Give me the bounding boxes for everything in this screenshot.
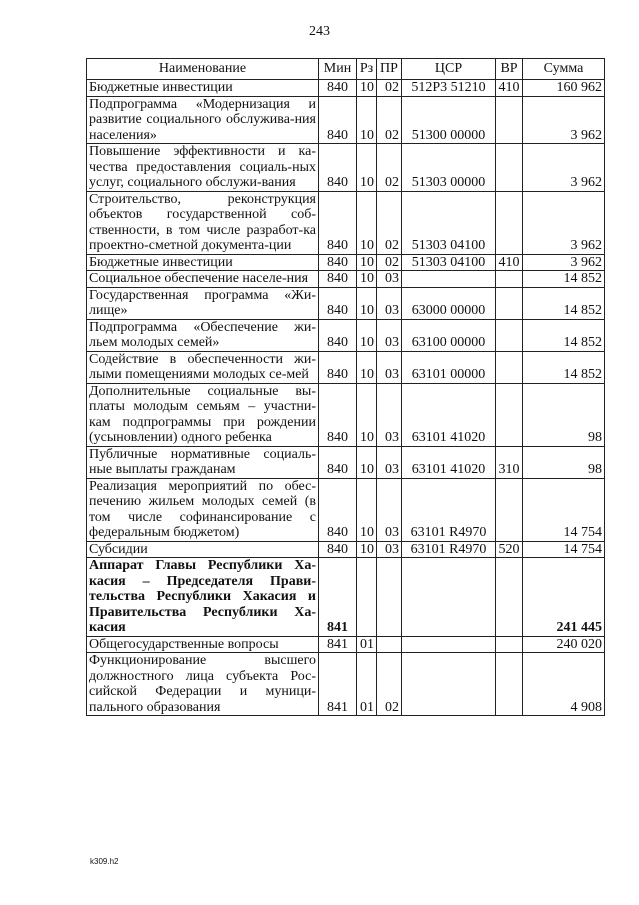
cell-rz: 10 xyxy=(357,287,377,319)
cell-vr xyxy=(496,96,523,144)
cell-vr xyxy=(496,319,523,351)
header-sum: Сумма xyxy=(523,59,605,80)
cell-csr: 63101 41020 xyxy=(402,446,496,478)
cell-pr: 02 xyxy=(377,96,402,144)
cell-pr: 03 xyxy=(377,319,402,351)
cell-vr: 410 xyxy=(496,80,523,97)
cell-name: Бюджетные инвестиции xyxy=(87,254,319,271)
cell-vr xyxy=(496,144,523,192)
cell-sum: 3 962 xyxy=(523,144,605,192)
cell-name: Аппарат Главы Республики Ха-касия – Председателя Прави-тельства Республики Хакасия и Правительства Республики Ха-касия xyxy=(87,558,319,637)
cell-csr: 51303 04100 xyxy=(402,254,496,271)
cell-sum: 160 962 xyxy=(523,80,605,97)
cell-sum: 4 908 xyxy=(523,653,605,716)
cell-vr xyxy=(496,478,523,541)
table-row xyxy=(87,80,605,97)
cell-min: 841 xyxy=(319,653,357,716)
cell-vr xyxy=(496,653,523,716)
budget-table xyxy=(86,58,605,716)
cell-name: Повышение эффективности и ка-чества предоставления социаль-ных услуг, социального обслужи-вания xyxy=(87,144,319,192)
table-row xyxy=(87,541,605,558)
cell-csr: 63101 00000 xyxy=(402,351,496,383)
cell-name: Государственная программа «Жи-лище» xyxy=(87,287,319,319)
table-row xyxy=(87,446,605,478)
cell-pr: 03 xyxy=(377,541,402,558)
cell-min: 840 xyxy=(319,319,357,351)
cell-sum: 98 xyxy=(523,383,605,446)
cell-csr xyxy=(402,271,496,288)
cell-rz: 01 xyxy=(357,653,377,716)
cell-min: 840 xyxy=(319,144,357,192)
cell-sum: 3 962 xyxy=(523,191,605,254)
table-row xyxy=(87,271,605,288)
cell-min: 840 xyxy=(319,80,357,97)
cell-min: 840 xyxy=(319,254,357,271)
cell-rz: 10 xyxy=(357,80,377,97)
cell-pr xyxy=(377,636,402,653)
cell-vr: 310 xyxy=(496,446,523,478)
cell-csr: 63101 41020 xyxy=(402,383,496,446)
cell-csr xyxy=(402,636,496,653)
cell-pr: 02 xyxy=(377,254,402,271)
cell-rz: 10 xyxy=(357,191,377,254)
table-row xyxy=(87,653,605,716)
cell-min: 840 xyxy=(319,446,357,478)
cell-vr: 410 xyxy=(496,254,523,271)
cell-csr: 63100 00000 xyxy=(402,319,496,351)
cell-min: 841 xyxy=(319,558,357,637)
cell-sum: 98 xyxy=(523,446,605,478)
header-vr: ВР xyxy=(496,59,523,80)
cell-vr xyxy=(496,351,523,383)
cell-rz: 10 xyxy=(357,319,377,351)
cell-csr: 63101 R4970 xyxy=(402,541,496,558)
cell-rz: 10 xyxy=(357,254,377,271)
cell-sum: 3 962 xyxy=(523,254,605,271)
cell-min: 840 xyxy=(319,383,357,446)
cell-pr: 03 xyxy=(377,287,402,319)
header-csr: ЦСР xyxy=(402,59,496,80)
header-name: Наименование xyxy=(87,59,319,80)
cell-csr: 63101 R4970 xyxy=(402,478,496,541)
cell-name: Бюджетные инвестиции xyxy=(87,80,319,97)
table-row xyxy=(87,287,605,319)
cell-csr: 512P3 51210 xyxy=(402,80,496,97)
cell-pr: 03 xyxy=(377,271,402,288)
table-row xyxy=(87,383,605,446)
cell-sum: 14 852 xyxy=(523,319,605,351)
cell-pr: 02 xyxy=(377,653,402,716)
cell-vr xyxy=(496,271,523,288)
cell-pr: 02 xyxy=(377,80,402,97)
cell-rz: 10 xyxy=(357,541,377,558)
cell-csr: 51300 00000 xyxy=(402,96,496,144)
cell-rz xyxy=(357,558,377,637)
cell-csr: 51303 04100 xyxy=(402,191,496,254)
cell-vr xyxy=(496,287,523,319)
cell-vr xyxy=(496,636,523,653)
cell-rz: 10 xyxy=(357,351,377,383)
cell-vr xyxy=(496,191,523,254)
cell-vr xyxy=(496,383,523,446)
cell-name: Субсидии xyxy=(87,541,319,558)
cell-sum: 14 754 xyxy=(523,541,605,558)
footer-code: k309.h2 xyxy=(90,857,119,866)
table-row xyxy=(87,254,605,271)
cell-name: Социальное обеспечение населе-ния xyxy=(87,271,319,288)
table-row xyxy=(87,351,605,383)
cell-min: 840 xyxy=(319,541,357,558)
cell-pr: 03 xyxy=(377,478,402,541)
cell-sum: 14 852 xyxy=(523,351,605,383)
table-header-row xyxy=(87,59,605,80)
header-min: Мин xyxy=(319,59,357,80)
table-row xyxy=(87,478,605,541)
cell-pr: 02 xyxy=(377,144,402,192)
cell-sum: 241 445 xyxy=(523,558,605,637)
cell-csr xyxy=(402,558,496,637)
table-row xyxy=(87,96,605,144)
cell-csr: 51303 00000 xyxy=(402,144,496,192)
table-row xyxy=(87,144,605,192)
table-row xyxy=(87,191,605,254)
table-row xyxy=(87,636,605,653)
cell-min: 840 xyxy=(319,271,357,288)
cell-rz: 01 xyxy=(357,636,377,653)
cell-min: 841 xyxy=(319,636,357,653)
cell-min: 840 xyxy=(319,351,357,383)
cell-pr xyxy=(377,558,402,637)
cell-pr: 03 xyxy=(377,351,402,383)
page-number: 243 xyxy=(309,24,330,39)
cell-vr xyxy=(496,558,523,637)
cell-name: Строительство, реконструкция объектов государственной соб-ственности, в том числе разработ-ка проектно-сметной документа-ции xyxy=(87,191,319,254)
cell-name: Функционирование высшего должностного лица субъекта Рос-сийской Федерации и муници-пального образования xyxy=(87,653,319,716)
cell-rz: 10 xyxy=(357,144,377,192)
cell-sum: 14 852 xyxy=(523,287,605,319)
table-row xyxy=(87,558,605,637)
cell-csr: 63000 00000 xyxy=(402,287,496,319)
cell-name: Дополнительные социальные вы-платы молодым семьям – участни-кам подпрограммы при рождении (усыновлении) одного ребенка xyxy=(87,383,319,446)
cell-min: 840 xyxy=(319,478,357,541)
header-rz: Рз xyxy=(357,59,377,80)
cell-name: Содействие в обеспеченности жи-лыми помещениями молодых се-мей xyxy=(87,351,319,383)
cell-rz: 10 xyxy=(357,478,377,541)
cell-name: Общегосударственные вопросы xyxy=(87,636,319,653)
cell-name: Подпрограмма «Обеспечение жи-льем молодых семей» xyxy=(87,319,319,351)
cell-sum: 240 020 xyxy=(523,636,605,653)
cell-vr: 520 xyxy=(496,541,523,558)
cell-min: 840 xyxy=(319,287,357,319)
cell-rz: 10 xyxy=(357,383,377,446)
cell-pr: 02 xyxy=(377,191,402,254)
cell-sum: 3 962 xyxy=(523,96,605,144)
cell-rz: 10 xyxy=(357,271,377,288)
cell-sum: 14 852 xyxy=(523,271,605,288)
cell-name: Реализация мероприятий по обес-печению жильем молодых семей (в том числе софинансирование с федеральным бюджетом) xyxy=(87,478,319,541)
cell-pr: 03 xyxy=(377,446,402,478)
cell-rz: 10 xyxy=(357,96,377,144)
header-pr: ПР xyxy=(377,59,402,80)
cell-name: Публичные нормативные социаль-ные выплаты гражданам xyxy=(87,446,319,478)
cell-sum: 14 754 xyxy=(523,478,605,541)
cell-min: 840 xyxy=(319,191,357,254)
cell-name: Подпрограмма «Модернизация и развитие социального обслужива-ния населения» xyxy=(87,96,319,144)
cell-rz: 10 xyxy=(357,446,377,478)
cell-min: 840 xyxy=(319,96,357,144)
cell-pr: 03 xyxy=(377,383,402,446)
table-row xyxy=(87,319,605,351)
table-body xyxy=(87,80,605,716)
cell-csr xyxy=(402,653,496,716)
